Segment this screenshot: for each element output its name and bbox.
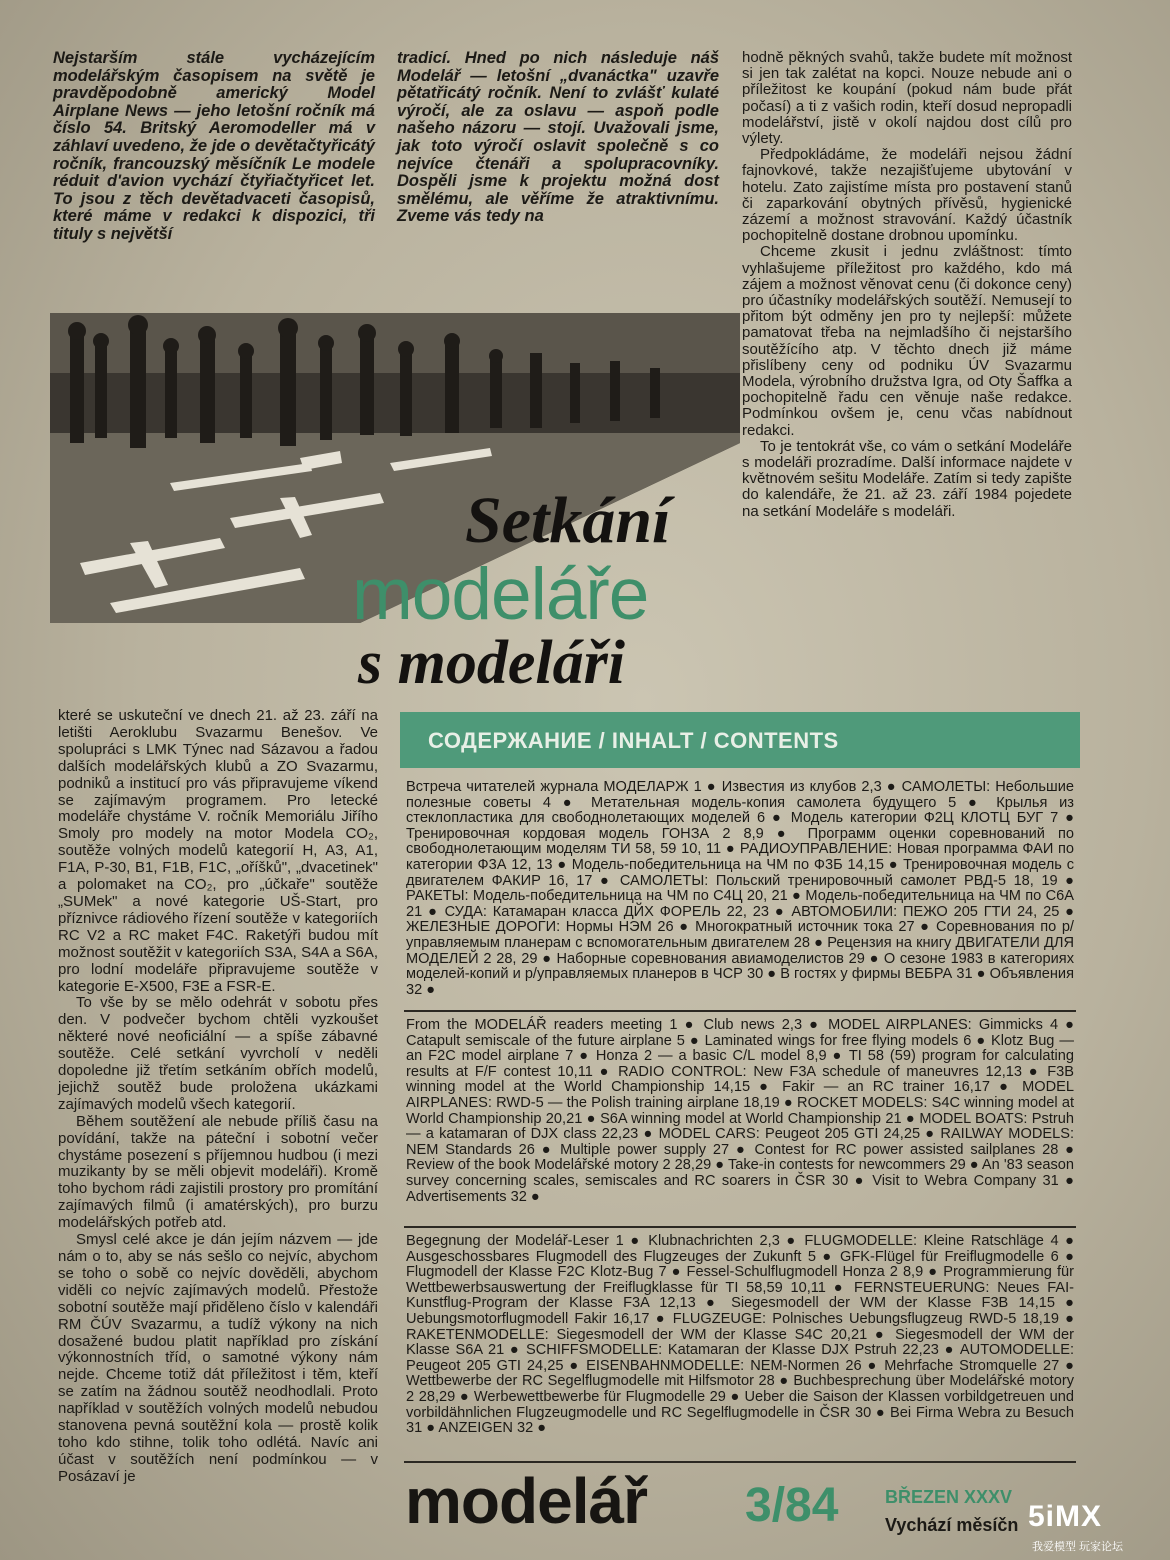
contents-header-label: СОДЕРЖАНИЕ / INHALT / CONTENTS <box>428 728 839 753</box>
title-line-s-modelari: s modeláři <box>358 629 625 697</box>
issue-month: BŘEZEN XXXV <box>885 1487 1013 1507</box>
title-line-modelare: modeláře <box>352 554 649 635</box>
watermark-subtitle: 我爱模型 玩家论坛 <box>1032 1541 1124 1553</box>
contents-english: From the MODELÁŘ readers meeting 1 ● Club news 2,3 ● MODEL AIRPLANES: Gimmicks 4 ● Catapult semiscale of the future airplane 5 ● Laminated wings for free flying models 6 ● Klotz Bug — an F2C model airplane 7 ● Honza 2 — a basic C/L model 8,9 ● TI 58 (59) program for calculating results at F/F contest 10,11 ● RADIO CONTROL: New F3A schedule of maneuvres 12,13 ● F3B winning model at the World Championship 14,15 ● Fakir — an RC trainer 16,17 ● MODEL AIRPLANES: RWD-5 — the Polish training airplane 18,19 ● ROCKET MODELS: S4C winning model at World Championship 20,21 ● S6A winning model at World Championship 21 ● MODEL BOATS: Pstruh — a katamaran of DJX class 22,23 ● MODEL CARS: Peugeot 205 GTI 24,25 ● RAILWAY MODELS: NEM Standards 26 ● Multiple power supply 27 ● Contest for RC power assisted sailplanes 28 ● Review of the book Modelářské motory 2 28,29 ● Take-in contests for newcommers 29 ● An '83 season survey concerning scales, semiscales and RC soarers in ČSR 30 ● Visit to Webra Company 31 ● Advertisements 32 ● <box>406 1017 1074 1205</box>
right-paragraph: Chceme zkusit i jednu zvláštnost: tímto vyhlašujeme příležitost pro každého, kdo má zájem a možnost věnovat cenu (či dokonce ceny) pro účastníky modelářských soutěží. Nemusejí to přitom být odměny jen pro ty nejlepší: můžete pamatovat třeba na nejmladšího či nejstaršího soutěžícího atp. V těchto dnech již máme přislíbeny ceny od podniku ÚV Svazarmu Modela, výrobního družstva Igra, od Oty Šaffka a pochopitelně řadu cen věnuje naše redakce. Podmínkou ovšem je, cenu včas nabídnout redakci. <box>742 243 1072 439</box>
left-column <box>58 708 378 1486</box>
intro-column-2: tradicí. Hned po nich následuje náš Modelář — letošní „dvanáctka" uzavře pětatřicátý ročník. Není to zvlášť kulaté výročí, ale za oslavu — aspoň podle našeho názoru — stojí. Uvažovali jsme, jak toto výročí oslavit společně s co nejvíce čtenáři a spolupracovníky. Dospěli jsme k projektu možná dost smělému, ale věříme že atraktivnímu. Zveme vás tedy na <box>397 49 719 226</box>
issue-number: 3/84 <box>745 1479 839 1532</box>
left-paragraph: To vše by se mělo odehrát v sobotu přes den. V podvečer bychom chtěli vyzkoušet některé nové neoficiální — a spíše zábavné soutěže. Celé setkání vyvrcholí v neděli dopoledne již třetím setkáním obřích modelů, jejichž soutěž bude proložena ukázkami zajímavých modelů všech kategorií. <box>58 994 378 1113</box>
watermark <box>1028 1500 1158 1558</box>
contents-header <box>400 712 1080 768</box>
watermark-logo: 5iMX <box>1028 1500 1103 1533</box>
masthead-logo: modelář <box>405 1465 647 1537</box>
left-paragraph: které se uskuteční ve dnech 21. až 23. září na letišti Aeroklubu Svazarmu Benešov. Ve spolupráci s LMK Týnec nad Sázavou a řadou dalších modelářských klubů a ZO Svazarmu, podniků a institucí pro vás připravujeme víkend se zajímavým programem. Pro letecké modeláře chystáme V. ročník Memoriálu Jiřího Smoly pro modely na motor Modela CO₂, soutěže volných modelů kategorií H, A3, A1, F1A, P-30, B1, F1B, F1C, „oříšků", „dvacetinek" a polomaket na CO₂, pro „účkaře" soutěže „SUMek" a nové kategorie UŠ-Start, pro příznivce rádiového řízení soutěže v kategoriích RC V2 a RC maket F4C. Raketýři budou mít možnost soutěžit v kategoriích S3A, S4A a S6A, pro lodní modeláře připravujeme soutěže v kategorie E-X500, F3E a FSR-E. <box>58 707 378 995</box>
publication-frequency: Vychází měsíčn <box>885 1515 1019 1535</box>
left-paragraph: Smysl celé akce je dán jejím názvem — jde nám o to, aby se nás sešlo co nejvíc, abychom se toho o sobě co nejvíc dověděli, abychom viděli co nejvíc zajímavých modelů. Přestože sobotní soutěže mají přiděleno číslo v kalendáři RM ČÚV Svazarmu, a tudíž výkony na nich dosažené budou platit například pro získání výkonnostních tříd, o samotné výkony nám nejde. Chceme totiž dát příležitost i těm, kteří se zatím na žádnou soutěž neodhodlali. Proto například v soutěžích volných modelů nebudou stanovena pevná soutěžní kola — prostě kolik toho kdo stihne, tolik toho odlétá. Navíc ani účast v soutěžích není podmínkou — v Posázaví je <box>58 1231 378 1485</box>
intro-column-1: Nejstarším stále vycházejícím modelářským časopisem na světě je pravděpodobně americký Model Airplane News — jeho letošní ročník má číslo 54. Britský Aeromodeller má v záhlaví uvedeno, že jde o devětačtyřicátý ročník, francouzský měsíčník Le modele réduit d'avion vychází čtyřiačtyřicet let. To jsou z těch devětadvaceti časopisů, které máme v redakci k dispozici, tři tituly s největší <box>53 49 375 243</box>
right-paragraph: Předpokládáme, že modeláři nejsou žádní fajnovkové, takže nezajišťujeme ubytování v hotelu. Zato zajistíme místa pro postavení stanů či zaparkování obytných přívěsů, hygienické zázemí a možnost stravování. Každý účastník pochopitelně dostane drobnou upomínku. <box>742 146 1072 245</box>
right-paragraph: To je tentokrát vše, co vám o setkání Modeláře s modeláři prozradíme. Další informace najdete v květnovém sešitu Modeláře. Zatím si tedy zapište do kalendáře, že 21. až 23. září 1984 pojedete na setkání Modeláře s modeláři. <box>742 437 1072 520</box>
contents-russian: Встреча читателей журнала МОДЕЛАРЖ 1 ● Известия из клубов 2,3 ● САМОЛЕТЫ: Небольшие полезные советы 4 ● Метательная модель-копия самолета будущего 5 ● Крылья из стеклопластика для свободнолетающих моделей 6 ● Модель категории Ф2Ц КЛОТЦ БУГ 7 ● Тренировочная кордовая модель ГОНЗА 2 8,9 ● Программ оценки соревнований по свободнолетающим моделям ТИ 58, 59 10, 11 ● РАДИОУПРАВЛЕНИЕ: Новая программа ФАИ по категории Ф3А 12, 13 ● Модель-победительница на ЧМ по Ф3Б 14,15 ● Тренировочная модель с двигателем ФАКИР 16, 17 ● САМОЛЕТЫ: Польский тренировочный самолет РВД-5 18, 19 ● РАКЕТЫ: Модель-победительница на ЧМ по С4Ц 20, 21 ● Модель-победительница на ЧМ по С6А 21 ● СУДА: Катамаран класса ДЙХ ФОРЕЛЬ 22, 23 ● АВТОМОБИЛИ: ПЕЖО 205 ГТИ 24, 25 ● ЖЕЛЕЗНЫЕ ДОРОГИ: Нормы НЭМ 26 ● Многократный источник тока 27 ● Соревнования по р/управляемым планерам с вспомогательным двигателем 28 ● Рецензия на книгу ДВИГАТЕЛИ ДЛЯ МОДЕЛЕЙ 2 28, 29 ● Наборные соревнования авиамоделистов 29 ● О сезоне 1983 в категориях моделей-копий и р/управляемых планеров в ЧСР 30 ● В гостях у фирмы ВЕБРА 31 ● Объявления 32 ● <box>406 779 1074 998</box>
right-paragraph: hodně pěkných svahů, takže budete mít možnost si jen tak zalétat na kopci. Nouze nebude ani o příležitost ke koupání (pokud nám bude přát počasí) a ti z vašich rodin, kteří dosud nepropadli modelářství, jistě v okolí najdou dost cílů pro výlety. <box>742 49 1072 148</box>
divider <box>404 1226 1076 1228</box>
divider <box>404 1461 1076 1463</box>
right-column <box>742 50 1072 520</box>
contents-german: Begegnung der Modelář-Leser 1 ● Klubnachrichten 2,3 ● FLUGMODELLE: Kleine Ratschläge 4 ● Ausgeschossbares Flugmodell des Flugzeuges der Zukunft 5 ● GFK-Flügel für Freiflugmodelle 6 ● Flugmodell der Klasse F2C Klotz-Bug 7 ● Fessel-Schulflugmodell Honza 2 8,9 ● Programmierung für Wettbewerbsauswertung der Freiflugklasse für TI 58,59 10,11 ● FERNSTEUERUNG: Neues FAI-Kunstflug-Program der Klasse F3A 12,13 ● Siegesmodell der WM der Klasse F3B 14,15 ● Uebungsmotorflugmodell Fakir 16,17 ● FLUGZEUGE: Polnisches Uebungsflugzeug RWD-5 18,19 ● RAKETENMODELLE: Siegesmodell der WM der Klasse S4C 20,21 ● Siegesmodell der WM der Klasse S6A 21 ● SCHIFFSMODELLE: Katamaran der Klasse DJX Pstruh 22,23 ● AUTOMODELLE: Peugeot 205 GTI 24,25 ● EISENBAHNMODELLE: NEM-Normen 26 ● Mehrfache Stromquelle 27 ● Wettbewerbe der RC Segelflugmodelle mit Hilfsmotor 28 ● Buchbesprechung über Modelářské motory 2 28,29 ● Werbewettbewerbe für Flugmodelle 29 ● Ueber die Saison der Klassen vorbildgetreuen und vorbildähnlichen Flugzeugmodelle und RC Segelflugmodelle in ČSR 30 ● Bei Firma Webra zu Besuch 31 ● ANZEIGEN 32 ● <box>406 1233 1074 1437</box>
left-paragraph: Během soutěžení ale nebude příliš času na povídání, takže na páteční i sobotní večer chystáme posezení s příjemnou hudbou (i mezi muzikanty by se měli objevit modeláři). Kromě toho bychom rádi zajistili prostory pro promítání zajímavých filmů (i amatérských), pro burzu modelářských potřeb atd. <box>58 1112 378 1232</box>
title-line-setkani: Setkání <box>465 484 671 557</box>
divider <box>404 1010 1076 1012</box>
